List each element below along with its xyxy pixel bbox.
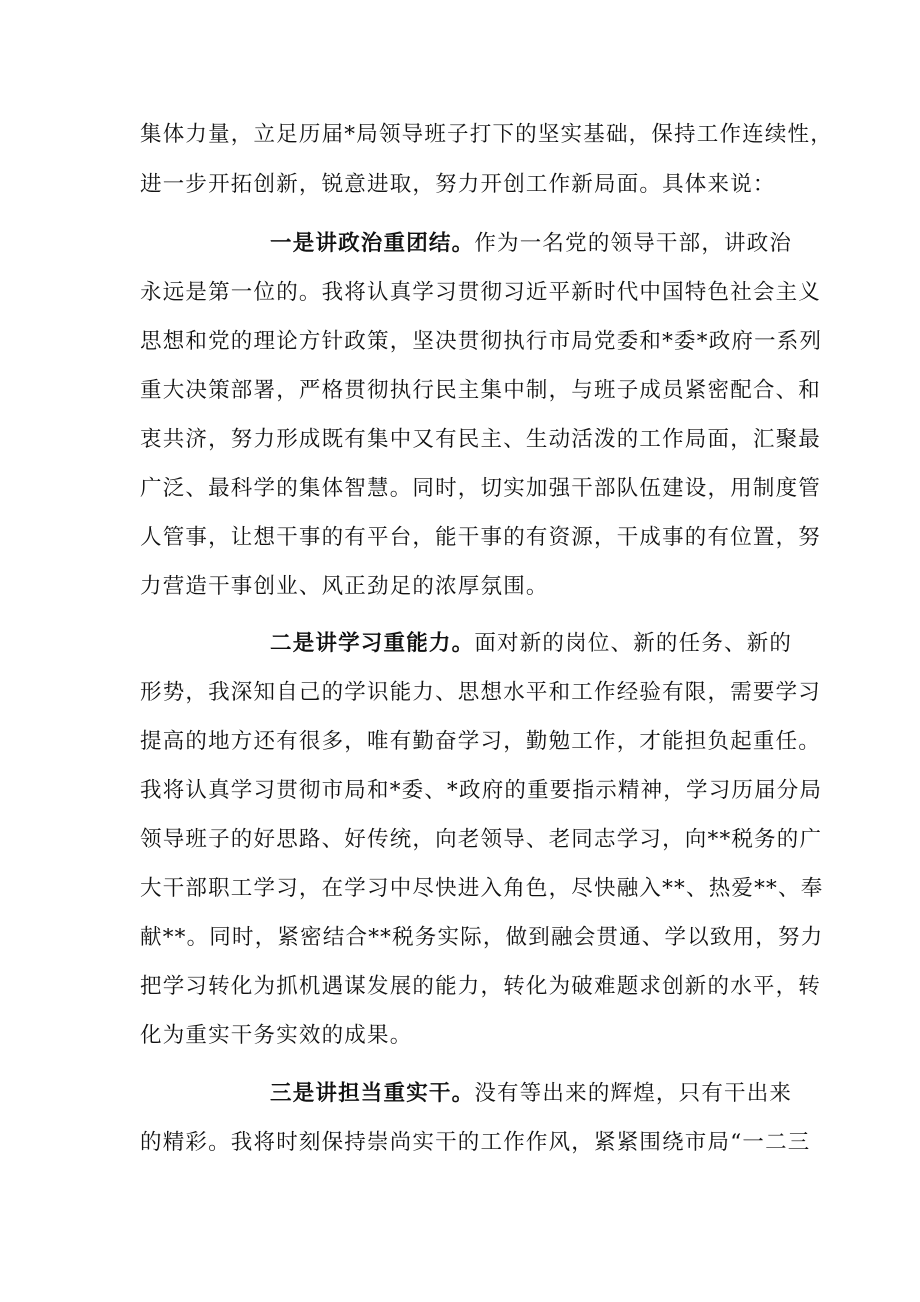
paragraph-line: 形势，我深知自己的学识能力、思想水平和工作经验有限，需要学习 xyxy=(140,680,822,705)
paragraph-first-line xyxy=(270,630,792,658)
paragraph-line: 进一步开拓创新，锐意进取，努力开创工作新局面。具体来说： xyxy=(140,172,776,197)
paragraph-line: 我将认真学习贯彻市局和*委、*政府的重要指示精神，学习历届分局 xyxy=(140,778,823,803)
paragraph-text: 作为一名党的领导干部，讲政治 xyxy=(474,231,793,256)
paragraph-line: 领导班子的好思路、好传统，向老领导、老同志学习，向**税务的广 xyxy=(140,827,823,852)
paragraph-line: 思想和党的理论方针政策，坚决贯彻执行市局党委和*委*政府一系列 xyxy=(140,329,823,354)
section-heading: 二是讲学习重能力。 xyxy=(270,631,475,656)
paragraph-line: 集体力量，立足历届*局领导班子打下的坚实基础，保持工作连续性， xyxy=(140,122,833,147)
paragraph-line: 重大决策部署，严格贯彻执行民主集中制，与班子成员紧密配合、和 xyxy=(140,378,822,403)
paragraph-line: 提高的地方还有很多，唯有勤奋学习，勤勉工作，才能担负起重任。 xyxy=(140,729,822,754)
paragraph-line: 把学习转化为抓机遇谋发展的能力，转化为破难题求创新的水平，转 xyxy=(140,974,822,999)
paragraph-first-line xyxy=(270,1080,792,1108)
paragraph-line: 衷共济，努力形成既有集中又有民主、生动活泼的工作局面，汇聚最 xyxy=(140,427,822,452)
paragraph-line: 的精彩。我将时刻保持崇尚实干的工作作风，紧紧围绕市局“一二三 xyxy=(140,1130,811,1155)
paragraph-line: 人管事，让想干事的有平台，能干事的有资源，干成事的有位置，努 xyxy=(140,525,822,550)
paragraph-line: 献**。同时，紧密结合**税务实际，做到融会贯通、学以致用，努力 xyxy=(140,925,824,950)
paragraph-line: 化为重实干务实效的成果。 xyxy=(140,1023,413,1048)
paragraph-text: 没有等出来的辉煌，只有干出来 xyxy=(474,1081,793,1106)
section-heading: 三是讲担当重实干。 xyxy=(270,1081,475,1106)
paragraph-line: 永远是第一位的。我将认真学习贯彻习近平新时代中国特色社会主义 xyxy=(140,280,822,305)
paragraph-line: 大干部职工学习，在学习中尽快进入角色，尽快融入**、热爱**、奉 xyxy=(140,876,824,901)
paragraph-first-line xyxy=(270,230,792,258)
paragraph-text: 面对新的岗位、新的任务、新的 xyxy=(474,631,793,656)
section-heading: 一是讲政治重团结。 xyxy=(270,231,475,256)
paragraph-line: 广泛、最科学的集体智慧。同时，切实加强干部队伍建设，用制度管 xyxy=(140,476,822,501)
paragraph-line: 力营造干事创业、风正劲足的浓厚氛围。 xyxy=(140,574,549,599)
